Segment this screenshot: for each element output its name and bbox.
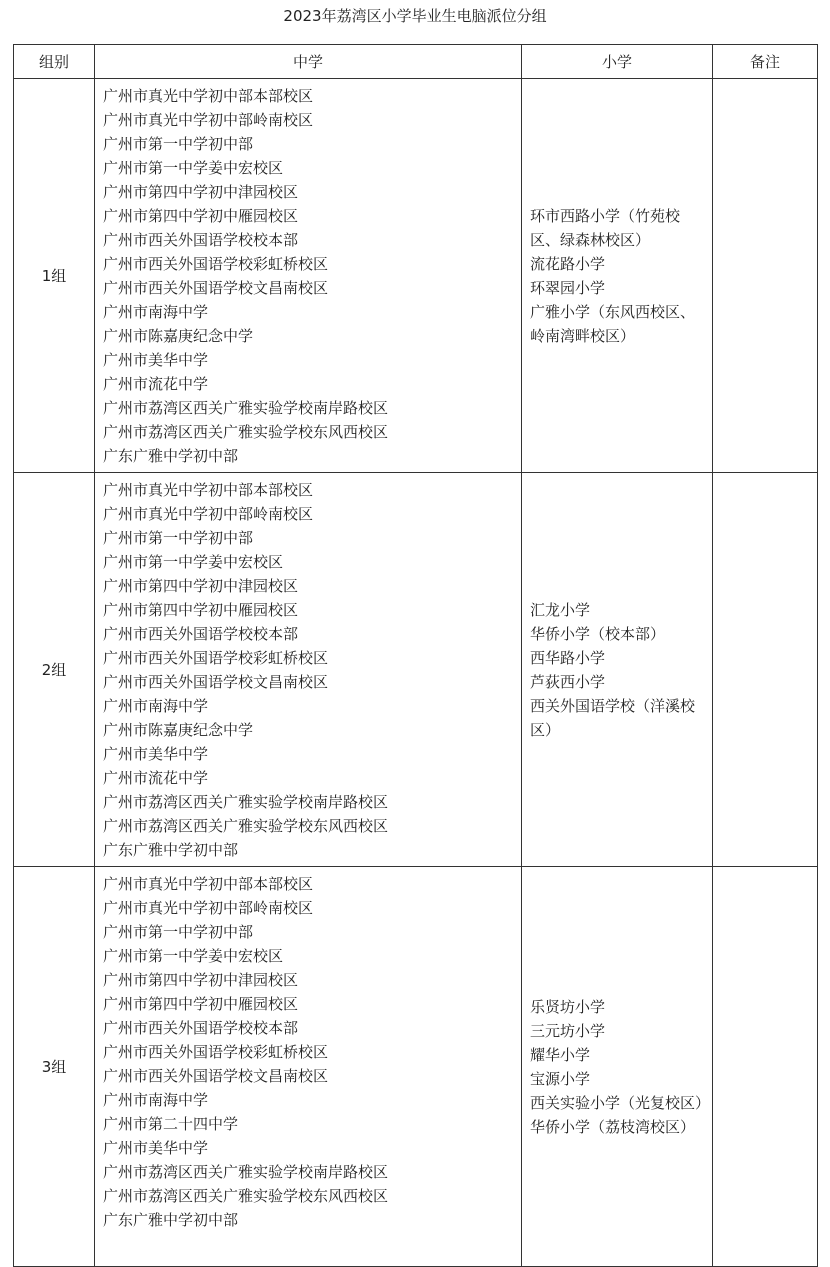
middle-school-item: 广州市陈嘉庚纪念中学: [103, 721, 254, 739]
middle-school-list: [95, 867, 522, 1267]
middle-school-item: 广州市西关外国语学校文昌南校区: [103, 279, 329, 297]
header-row: [14, 45, 818, 79]
table-row-group-2: [14, 473, 818, 867]
middle-school-item: 广州市第四中学初中津园校区: [103, 971, 299, 989]
middle-school-item: 广州市美华中学: [103, 745, 209, 763]
middle-school-item: 广州市西关外国语学校彩虹桥校区: [103, 255, 329, 273]
middle-school-item: 广州市美华中学: [103, 1139, 209, 1157]
primary-school-item: 环翠园小学: [530, 278, 606, 297]
allocation-table: [13, 44, 818, 1267]
middle-school-item: 广州市第一中学姜中宏校区: [103, 553, 284, 571]
primary-school-item: 华侨小学（荔枝湾校区）: [530, 1117, 696, 1136]
middle-school-item: 广州市真光中学初中部岭南校区: [103, 899, 314, 917]
group-label: 2组: [14, 473, 95, 867]
primary-school-item: 耀华小学: [530, 1045, 591, 1064]
middle-school-item: 广州市荔湾区西关广雅实验学校南岸路校区: [103, 1163, 389, 1181]
table-row-group-3: [14, 867, 818, 1267]
middle-school-item: 广州市西关外国语学校校本部: [103, 231, 299, 249]
note-cell: [713, 79, 818, 473]
middle-school-item: 广州市美华中学: [103, 351, 209, 369]
middle-school-item: 广州市第一中学初中部: [103, 923, 254, 941]
primary-school-item: 西关外国语学校（洋溪校区）: [530, 696, 696, 739]
primary-school-item: 宝源小学: [530, 1069, 591, 1088]
group-label: 1组: [14, 79, 95, 473]
middle-school-item: 广州市南海中学: [103, 1091, 209, 1109]
middle-school-item: 广州市流花中学: [103, 769, 209, 787]
middle-school-item: 广州市荔湾区西关广雅实验学校东风西校区: [103, 1187, 389, 1205]
primary-school-item: 西关实验小学（光复校区）: [530, 1093, 711, 1112]
middle-school-item: 广州市真光中学初中部本部校区: [103, 87, 314, 105]
middle-school-item: 广州市荔湾区西关广雅实验学校南岸路校区: [103, 399, 389, 417]
header-note: 备注: [713, 45, 818, 79]
primary-school-list: [522, 473, 713, 867]
middle-school-item: 广东广雅中学初中部: [103, 841, 239, 859]
middle-school-item: 广州市西关外国语学校文昌南校区: [103, 1067, 329, 1085]
middle-school-item: 广州市西关外国语学校校本部: [103, 1019, 299, 1037]
middle-school-item: 广州市真光中学初中部本部校区: [103, 481, 314, 499]
middle-school-item: 广州市第一中学姜中宏校区: [103, 159, 284, 177]
middle-school-item: 广州市荔湾区西关广雅实验学校南岸路校区: [103, 793, 389, 811]
middle-school-item: 广州市第一中学初中部: [103, 135, 254, 153]
note-cell: [713, 473, 818, 867]
middle-school-list: [95, 79, 522, 473]
middle-school-item: 广州市真光中学初中部岭南校区: [103, 505, 314, 523]
primary-school-item: 汇龙小学: [530, 600, 591, 619]
primary-school-item: 环市西路小学（竹苑校区、绿森林校区）: [530, 206, 681, 249]
middle-school-item: 广州市西关外国语学校彩虹桥校区: [103, 649, 329, 667]
middle-school-item: 广州市陈嘉庚纪念中学: [103, 327, 254, 345]
middle-school-item: 广州市流花中学: [103, 375, 209, 393]
header-group: 组别: [14, 45, 95, 79]
middle-school-item: 广州市第四中学初中雁园校区: [103, 995, 299, 1013]
header-primary-school: 小学: [522, 45, 713, 79]
primary-school-list: [522, 79, 713, 473]
middle-school-item: 广州市西关外国语学校彩虹桥校区: [103, 1043, 329, 1061]
primary-school-item: 广雅小学（东风西校区、岭南湾畔校区）: [530, 302, 696, 345]
primary-school-item: 流花路小学: [530, 254, 606, 273]
middle-school-item: 广州市荔湾区西关广雅实验学校东风西校区: [103, 423, 389, 441]
primary-school-item: 华侨小学（校本部）: [530, 624, 666, 643]
middle-school-item: 广州市南海中学: [103, 303, 209, 321]
middle-school-item: 广州市荔湾区西关广雅实验学校东风西校区: [103, 817, 389, 835]
middle-school-item: 广州市第一中学姜中宏校区: [103, 947, 284, 965]
middle-school-item: 广州市南海中学: [103, 697, 209, 715]
primary-school-item: 三元坊小学: [530, 1021, 606, 1040]
middle-school-item: 广州市第四中学初中雁园校区: [103, 601, 299, 619]
primary-school-item: 西华路小学: [530, 648, 606, 667]
middle-school-item: 广州市西关外国语学校校本部: [103, 625, 299, 643]
middle-school-item: 广州市真光中学初中部岭南校区: [103, 111, 314, 129]
middle-school-item: 广州市第二十四中学: [103, 1115, 239, 1133]
middle-school-item: 广东广雅中学初中部: [103, 1211, 239, 1229]
middle-school-list: [95, 473, 522, 867]
group-label: 3组: [14, 867, 95, 1267]
primary-school-list: [522, 867, 713, 1267]
middle-school-item: 广州市第四中学初中津园校区: [103, 577, 299, 595]
middle-school-item: 广州市第一中学初中部: [103, 529, 254, 547]
header-middle-school: 中学: [95, 45, 522, 79]
middle-school-item: 广州市第四中学初中雁园校区: [103, 207, 299, 225]
middle-school-item: 广州市第四中学初中津园校区: [103, 183, 299, 201]
middle-school-item: 广州市西关外国语学校文昌南校区: [103, 673, 329, 691]
middle-school-item: 广州市真光中学初中部本部校区: [103, 875, 314, 893]
page-title: 2023年荔湾区小学毕业生电脑派位分组: [283, 7, 547, 25]
note-cell: [713, 867, 818, 1267]
primary-school-item: 乐贤坊小学: [530, 997, 606, 1016]
primary-school-item: 芦荻西小学: [530, 672, 606, 691]
middle-school-item: 广东广雅中学初中部: [103, 447, 239, 465]
table-row-group-1: [14, 79, 818, 473]
